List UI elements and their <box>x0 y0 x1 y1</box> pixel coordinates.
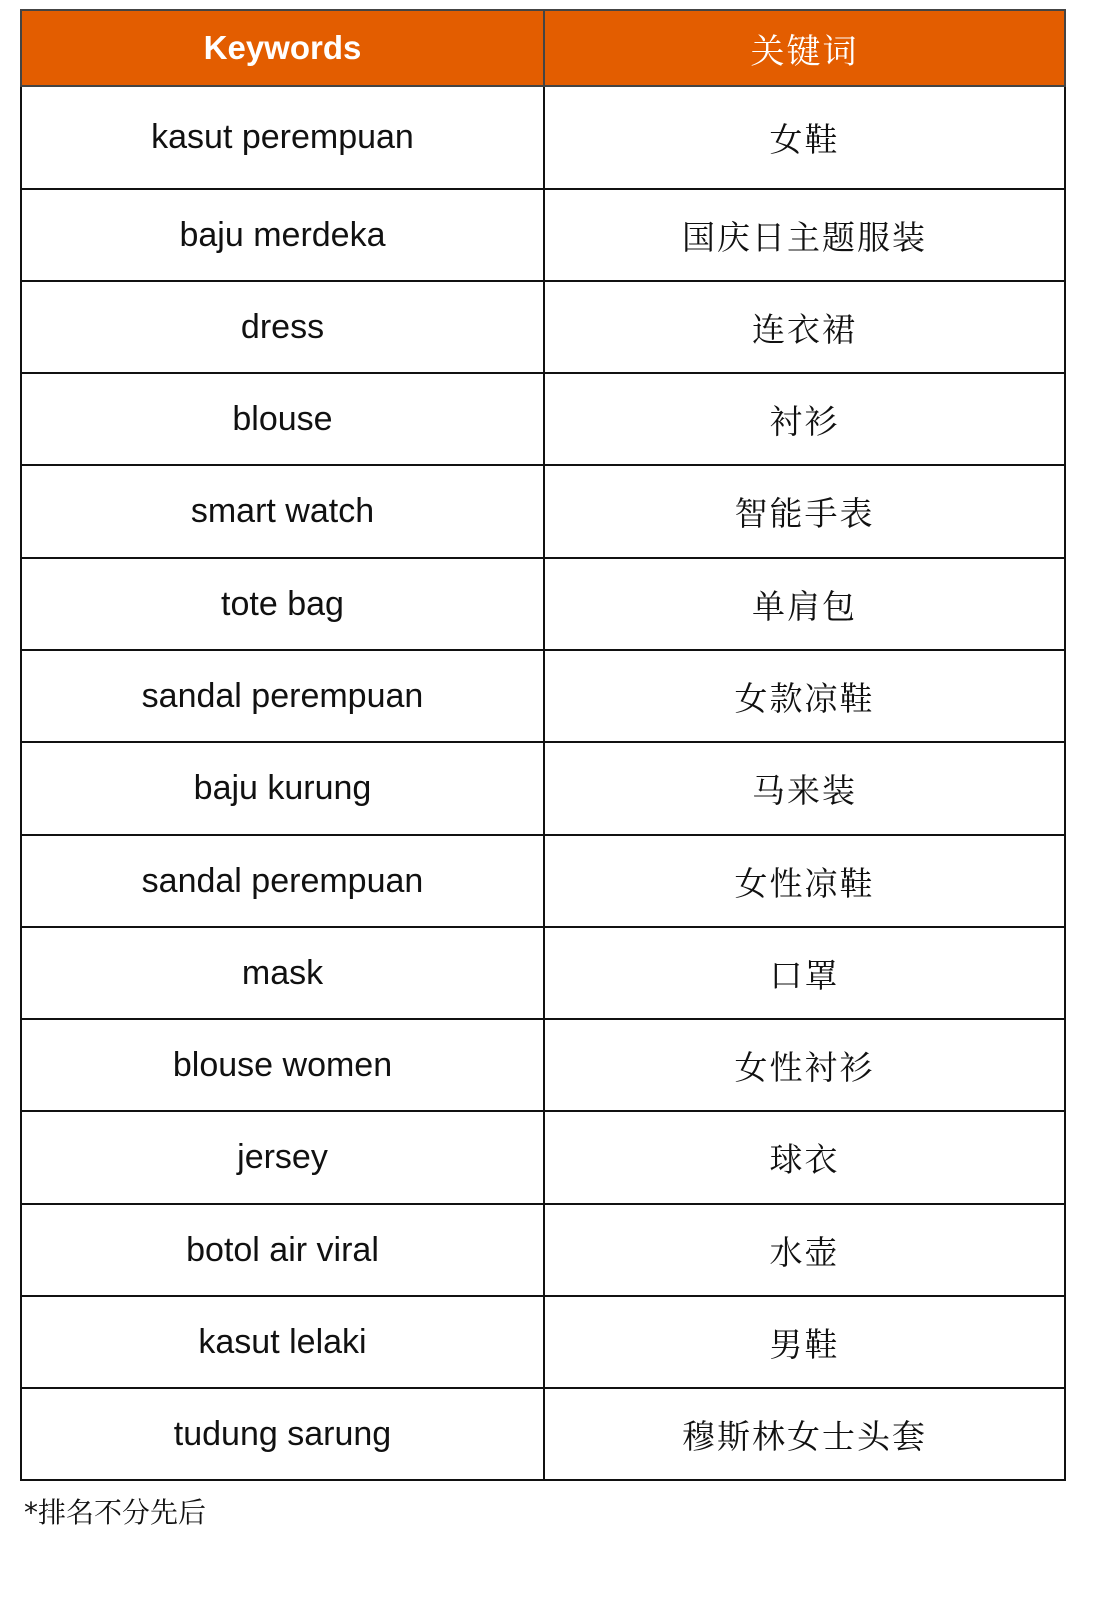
keyword-zh-cell: 衬衫 <box>544 373 1065 465</box>
keyword-zh-cell: 水壶 <box>544 1204 1065 1296</box>
keyword-cell: kasut perempuan <box>21 86 544 189</box>
keyword-cell: smart watch <box>21 465 544 558</box>
table-row <box>21 650 1065 742</box>
table-row <box>21 373 1065 465</box>
keyword-zh-cell: 国庆日主题服装 <box>544 189 1065 281</box>
keyword-zh-cell: 男鞋 <box>544 1296 1065 1388</box>
table-row <box>21 927 1065 1019</box>
keyword-cell: jersey <box>21 1111 544 1204</box>
table-row <box>21 1204 1065 1296</box>
table-row <box>21 1111 1065 1204</box>
keyword-cell: sandal perempuan <box>21 650 544 742</box>
keyword-cell: baju kurung <box>21 742 544 835</box>
keyword-zh-cell: 女鞋 <box>544 86 1065 189</box>
keyword-cell: blouse women <box>21 1019 544 1111</box>
table-header-row <box>21 10 1065 86</box>
table-row <box>21 1388 1065 1480</box>
table-body <box>21 86 1065 1480</box>
footnote: *排名不分先后 <box>24 1496 207 1529</box>
keyword-cell: kasut lelaki <box>21 1296 544 1388</box>
keyword-zh-cell: 女款凉鞋 <box>544 650 1065 742</box>
table-row <box>21 1296 1065 1388</box>
keyword-zh-cell: 女性凉鞋 <box>544 835 1065 927</box>
keyword-cell: blouse <box>21 373 544 465</box>
keyword-cell: tudung sarung <box>21 1388 544 1480</box>
keyword-zh-cell: 口罩 <box>544 927 1065 1019</box>
table-row <box>21 86 1065 189</box>
table-row <box>21 281 1065 373</box>
table-row <box>21 189 1065 281</box>
keyword-zh-cell: 球衣 <box>544 1111 1065 1204</box>
keyword-cell: tote bag <box>21 558 544 650</box>
keyword-cell: mask <box>21 927 544 1019</box>
keyword-zh-cell: 穆斯林女士头套 <box>544 1388 1065 1480</box>
keyword-cell: sandal perempuan <box>21 835 544 927</box>
keyword-zh-cell: 单肩包 <box>544 558 1065 650</box>
keyword-cell: baju merdeka <box>21 189 544 281</box>
header-keywords: Keywords <box>21 10 544 86</box>
table-row <box>21 1019 1065 1111</box>
keyword-zh-cell: 女性衬衫 <box>544 1019 1065 1111</box>
table-row <box>21 558 1065 650</box>
keywords-table <box>20 9 1066 1481</box>
keyword-cell: dress <box>21 281 544 373</box>
table-row <box>21 742 1065 835</box>
keyword-zh-cell: 连衣裙 <box>544 281 1065 373</box>
keyword-cell: botol air viral <box>21 1204 544 1296</box>
header-keywords-zh: 关键词 <box>544 10 1065 86</box>
keyword-zh-cell: 马来装 <box>544 742 1065 835</box>
table-row <box>21 465 1065 558</box>
table-row <box>21 835 1065 927</box>
keyword-zh-cell: 智能手表 <box>544 465 1065 558</box>
